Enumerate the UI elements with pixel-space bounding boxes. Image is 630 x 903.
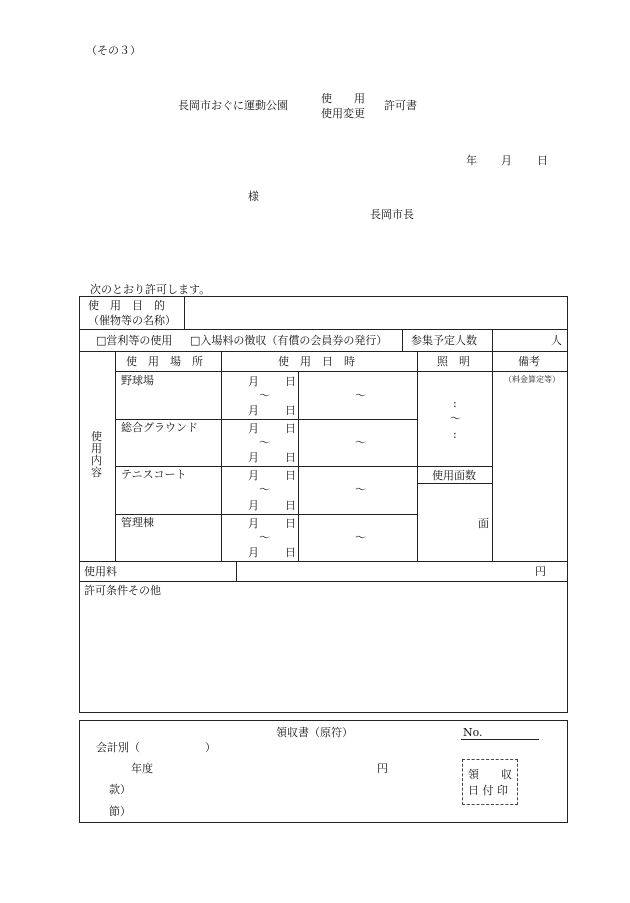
row3-start-day: 日 bbox=[285, 469, 296, 482]
row2-start-day: 日 bbox=[285, 422, 296, 435]
row2-start-month: 月 bbox=[248, 422, 259, 435]
row1-end-day: 日 bbox=[285, 404, 296, 417]
remarks-note: （料金算定等） bbox=[504, 375, 560, 384]
row2-end-day: 日 bbox=[285, 451, 296, 464]
receipt-no-label: No. bbox=[463, 726, 483, 739]
stamp-label-2: 日 付 印 bbox=[468, 784, 508, 797]
issuer: 長岡市長 bbox=[370, 208, 414, 221]
light-colon-end: : bbox=[453, 428, 457, 441]
purpose-label: 使 用 目 的 bbox=[88, 299, 165, 312]
fee-unit: 円 bbox=[535, 565, 546, 578]
content-label-1: 使 bbox=[91, 430, 102, 443]
area-unit: 面 bbox=[478, 517, 489, 530]
attendance-unit: 人 bbox=[551, 334, 562, 347]
use-change-label: 使用変更 bbox=[321, 107, 365, 120]
content-label-4: 容 bbox=[91, 466, 102, 479]
account-close: ） bbox=[205, 741, 216, 754]
row4-end-day: 日 bbox=[285, 546, 296, 559]
row2-tilde: 〜 bbox=[259, 436, 270, 449]
row1-end-month: 月 bbox=[248, 404, 259, 417]
col-place: 使 用 場 所 bbox=[126, 355, 203, 368]
attendance-label: 参集予定人数 bbox=[411, 334, 477, 347]
doc-type: 許可書 bbox=[384, 99, 417, 112]
kan-label: 款） bbox=[109, 783, 131, 796]
col-remarks: 備考 bbox=[518, 355, 540, 368]
content-label-3: 内 bbox=[91, 454, 102, 467]
commercial-use-checkbox: □営利等の使用 bbox=[96, 334, 173, 347]
row3-end-day: 日 bbox=[285, 499, 296, 512]
place-tennis: テニスコート bbox=[121, 468, 187, 481]
place-admin: 管理棟 bbox=[121, 516, 154, 529]
receipt-title: 領収書（原符） bbox=[276, 726, 353, 739]
row3-start-month: 月 bbox=[248, 469, 259, 482]
use-label: 使 用 bbox=[321, 92, 365, 105]
row3-tilde: 〜 bbox=[259, 483, 270, 496]
receipt-yen: 円 bbox=[377, 762, 388, 775]
date-stamp-box bbox=[462, 759, 518, 805]
row4-time-tilde: 〜 bbox=[355, 531, 366, 544]
date-year: 年 bbox=[466, 154, 477, 167]
row1-tilde: 〜 bbox=[259, 389, 270, 402]
row4-end-month: 月 bbox=[248, 546, 259, 559]
row1-start-month: 月 bbox=[248, 375, 259, 388]
account-label: 会計別（ bbox=[96, 741, 140, 754]
intro-text: 次のとおり許可します。 bbox=[90, 283, 211, 296]
row4-start-month: 月 bbox=[248, 517, 259, 530]
date-month: 月 bbox=[501, 154, 512, 167]
admission-fee-checkbox: □入場料の徴収（有償の会員券の発行） bbox=[190, 334, 388, 347]
stamp-label-1: 領 収 bbox=[468, 768, 512, 781]
row4-start-day: 日 bbox=[285, 517, 296, 530]
row1-time-tilde: 〜 bbox=[355, 389, 366, 402]
row2-end-month: 月 bbox=[248, 451, 259, 464]
row3-end-month: 月 bbox=[248, 499, 259, 512]
event-name-label: （催物等の名称） bbox=[88, 314, 176, 327]
fee-label: 使用料 bbox=[84, 565, 117, 578]
fiscal-year: 年度 bbox=[131, 762, 153, 775]
row1-start-day: 日 bbox=[285, 375, 296, 388]
kou-label: 節） bbox=[109, 805, 131, 818]
date-day: 日 bbox=[537, 154, 548, 167]
conditions-label: 許可条件その他 bbox=[84, 584, 161, 597]
light-colon-start: : bbox=[453, 397, 457, 410]
place-ground: 総合グラウンド bbox=[121, 421, 198, 434]
row3-time-tilde: 〜 bbox=[355, 483, 366, 496]
row2-time-tilde: 〜 bbox=[355, 436, 366, 449]
addressee-suffix: 様 bbox=[248, 190, 259, 203]
col-datetime: 使 用 日 時 bbox=[278, 355, 355, 368]
form-number: （その３） bbox=[86, 44, 141, 57]
place-baseball: 野球場 bbox=[121, 374, 154, 387]
area-label: 使用面数 bbox=[432, 469, 476, 482]
light-tilde: 〜 bbox=[450, 412, 461, 425]
row4-tilde: 〜 bbox=[259, 531, 270, 544]
facility-name: 長岡市おぐに運動公園 bbox=[178, 99, 288, 112]
col-lighting: 照 明 bbox=[437, 355, 470, 368]
content-label-2: 用 bbox=[91, 442, 102, 455]
